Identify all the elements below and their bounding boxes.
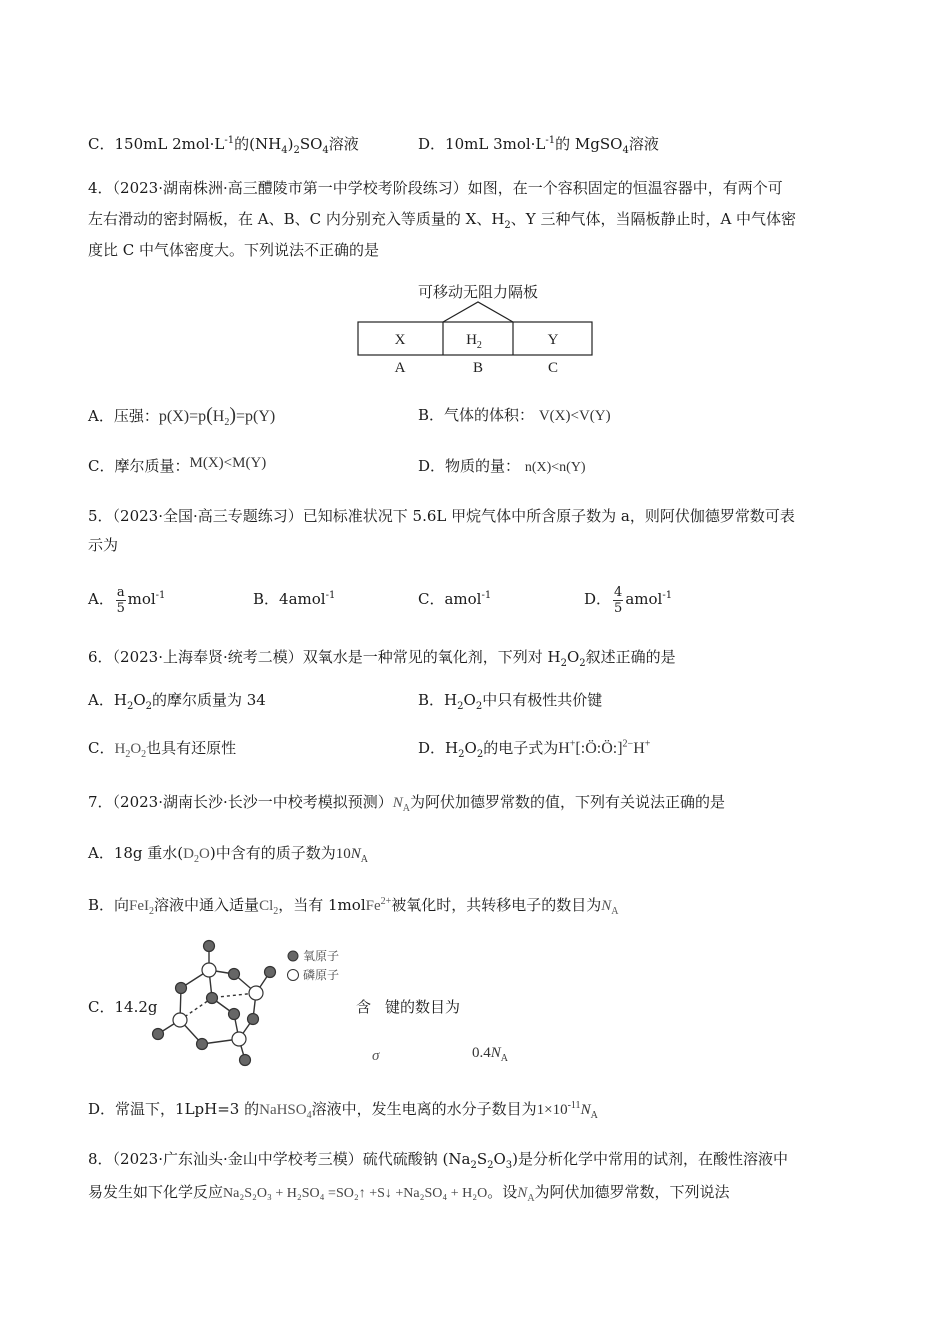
label-b: B: [472, 360, 484, 376]
phosphorus-atom: [173, 1013, 187, 1027]
legend-phosphorus: 磷原子: [303, 968, 340, 982]
q8-stem-line2: 易发生如下化学反应Na₂S₂O₃ + H₂SO₄ =SO₂↑ +S↓ +Na₂SO₄ + H₂O。设$N_A$为阿伏加德罗常数，下列说法: [88, 1183, 730, 1204]
q4-option-b: B．气体的体积： V(X)<V(Y): [418, 406, 611, 424]
phosphorus-atom: [202, 963, 216, 977]
oxygen-atom: [153, 1029, 164, 1040]
q4-stem-line1: 4．（2023·湖南株洲·高三醴陵市第一中学校考阶段练习）如图，在一个容积固定的恒温容器中，有两个可: [88, 179, 783, 197]
q7-option-c-label: C．14.2g: [88, 998, 158, 1016]
q8-stem-line1: 8．（2023·广东汕头·金山中学校考三模）硫代硫酸钠 $(Na_2S_2O_3)$是分析化学中常用的试剂，在酸性溶液中: [88, 1150, 789, 1171]
q6-option-b: B．$H_2O_2$中只有极性共价键: [418, 691, 603, 712]
q5-option-a: A． $\frac{a}{5}$ mol$^{-1}$: [88, 584, 166, 616]
q4-option-c: C．摩尔质量：M(X)<M(Y): [88, 455, 267, 475]
q7-option-c-text: 含 键的数目为: [356, 998, 461, 1016]
q4-container-figure: [350, 278, 610, 380]
q7-option-c-value: $0.4N_A$: [472, 1045, 508, 1064]
q6-option-c: C．$H_2O_2$也具有还原性: [88, 739, 237, 760]
q5-option-b: B．4amol$^{-1}$: [253, 590, 336, 608]
h2o2-electron-formula: H+[:Ö:Ö:]$^{2-}$H+: [558, 738, 651, 757]
legend-oxygen-icon: [288, 951, 298, 961]
oxygen-atom: [248, 1014, 259, 1025]
q7-option-d: D．常温下，1LpH=3 的NaHSO$_4$溶液中，发生电离的水分子数目为$1\times 10^{-11}N_A$: [88, 1100, 598, 1121]
phosphorus-atom: [249, 986, 263, 1000]
q3-option-d: D．10mL $3mol\cdot L^{-1}$的 MgSO$_4$溶液: [418, 135, 659, 156]
q5-stem-line2: 示为: [88, 536, 119, 554]
phosphorus-atom: [232, 1032, 246, 1046]
oxygen-atom: [197, 1039, 208, 1050]
oxygen-atom: [229, 969, 240, 980]
oxygen-atom: [204, 941, 215, 952]
oxygen-atom: [229, 1009, 240, 1020]
q7-stem: 7．（2023·湖南长沙·长沙一中校考模拟预测）$N_A$为阿伏加德罗常数的值，下列有关说法正确的是: [88, 793, 726, 814]
q4-option-d: D．物质的量： n(X)<n(Y): [418, 457, 586, 475]
label-a: A: [394, 360, 406, 376]
q5-option-c: C．amol$^{-1}$: [418, 590, 492, 608]
q3-option-c: C．150mL $2mol\cdot L^{-1}$的$(NH_4)_2SO_4$溶液: [88, 135, 359, 156]
q4-option-a: A．压强：$p(X)=p(H_2)=p(Y)$: [88, 404, 276, 429]
partition-pointer: [443, 302, 513, 322]
q7-option-b: B．向FeI$_2$溶液中通入适量$Cl_2$，当有 1molFe$^{2+}$被氧化时，共转移电子的数目为$N_A$: [88, 896, 619, 917]
q7-option-a: A．18g 重水$(D_2O)$中含有的质子数为$10N_A$: [88, 844, 368, 865]
q5-stem-line1: 5．（2023·全国·高三专题练习）已知标准状况下 5.6L 甲烷气体中所含原子数为 a，则阿伏伽德罗常数可表: [88, 507, 795, 525]
q6-option-a: A．$H_2O_2$的摩尔质量为 34: [88, 691, 266, 712]
q4-stem-line3: 度比 C 中气体密度大。下列说法不正确的是: [88, 241, 380, 259]
oxygen-atom: [207, 993, 218, 1004]
cell-y: Y: [547, 332, 559, 348]
legend-phosphorus-icon: [288, 970, 299, 981]
oxygen-atom: [240, 1055, 251, 1066]
p4o10-molecule-figure: [150, 938, 350, 1070]
legend-oxygen: 氧原子: [303, 949, 340, 963]
figure-title: 可移动无阻力隔板: [417, 285, 539, 301]
cell-x: X: [394, 332, 406, 348]
reaction-equation: Na₂S₂O₃ + H₂SO₄ =SO₂↑ +S↓ +Na₂SO₄ + H₂O: [223, 1186, 488, 1201]
q7-option-c-sigma: σ: [372, 1048, 380, 1064]
cell-h2: $H_2$: [466, 332, 482, 351]
q6-option-d: D．$H_2O_2$的电子式为H+[:Ö:Ö:]$^{2-}$H+: [418, 738, 651, 760]
oxygen-atom: [176, 983, 187, 994]
q6-stem: 6．（2023·上海奉贤·统考二模）双氧水是一种常见的氧化剂，下列对 $H_2O_2$叙述正确的是: [88, 648, 676, 669]
q5-option-d: D． $\frac{4}{5}$ amol$^{-1}$: [584, 584, 673, 616]
q4-stem-line2: 左右滑动的密封隔板，在 A、B、C 内分别充入等质量的 X、$H_2$、Y 三种气体，当隔板静止时，A 中气体密: [88, 210, 797, 231]
oxygen-atom: [265, 967, 276, 978]
label-c: C: [547, 360, 559, 376]
